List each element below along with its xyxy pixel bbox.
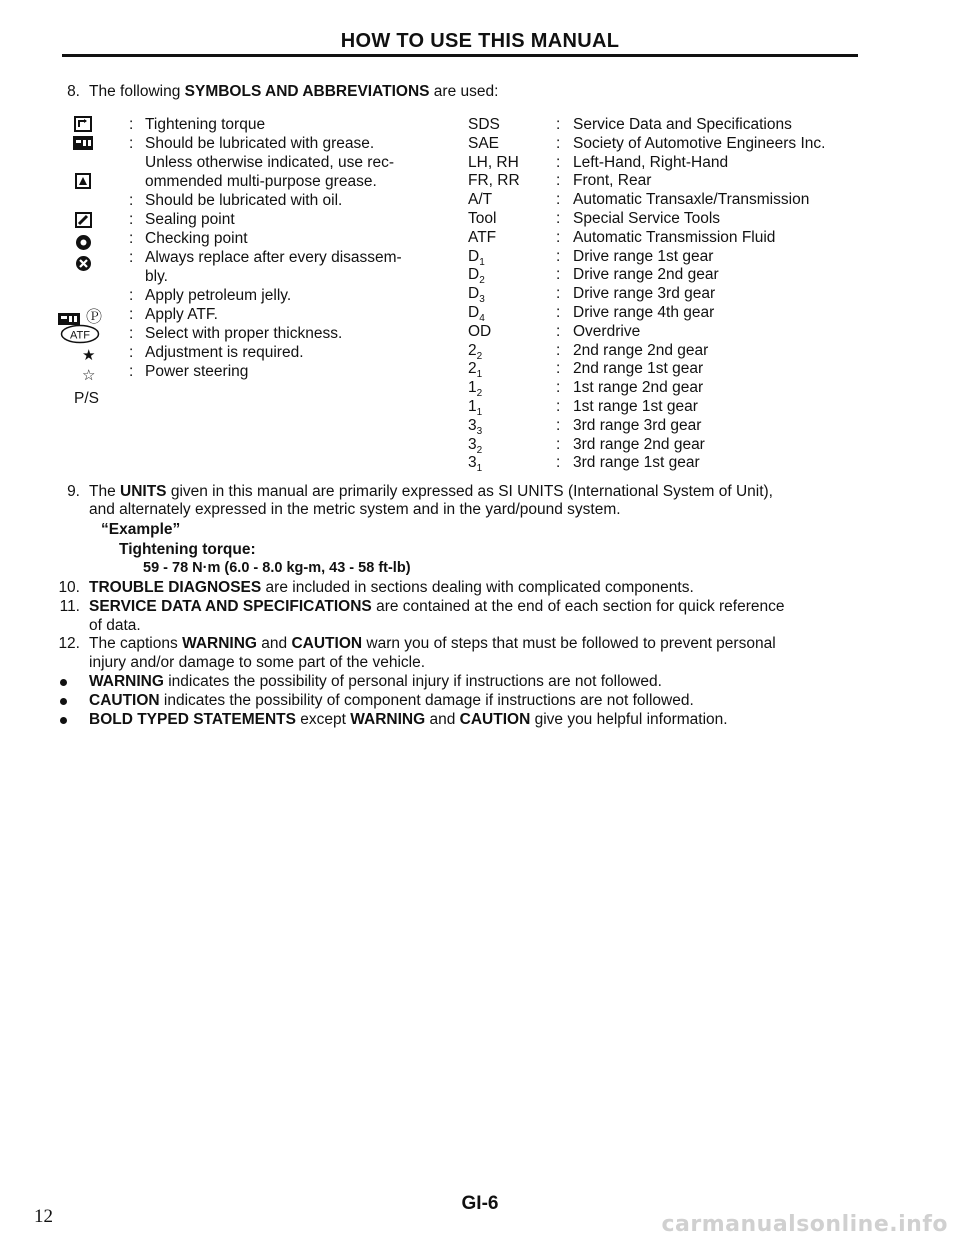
abbreviation-separator: : — [556, 116, 561, 133]
abbreviation-separator: : — [556, 191, 561, 209]
abbreviation-term — [468, 153, 519, 172]
abbreviation-separator: : — [556, 247, 561, 265]
abbreviation-term-main: 3 — [468, 454, 477, 472]
symbol-separator: : — [129, 363, 134, 380]
abbreviation-separator: : — [556, 341, 561, 359]
symbol-separator: : — [129, 192, 134, 209]
abbreviation-term — [468, 228, 496, 247]
abbreviation-term — [468, 134, 499, 153]
symbol-description: Sealing point — [145, 211, 235, 228]
item-9-text: The UNITS given in this manual are primarily expressed as SI UNITS (International System of Unit), — [89, 483, 773, 500]
abbreviation-term — [468, 397, 482, 416]
symbol-separator: : — [129, 325, 134, 342]
abbreviation-definition: 3rd range 1st gear — [573, 454, 700, 472]
symbol-description: Always replace after every disassem- — [145, 249, 402, 266]
abbreviation-term-main: FR, RR — [468, 172, 520, 190]
abbreviation-term — [468, 190, 492, 209]
symbol-description: Checking point — [145, 230, 248, 247]
abbreviation-definition: Left-Hand, Right-Hand — [573, 153, 729, 171]
bullet-bold-statements — [60, 717, 67, 724]
petroleum-jelly-p-icon: Ⓟ — [86, 309, 103, 326]
item-12-number: 12. — [58, 635, 80, 652]
item-11-text-line2: of data. — [89, 617, 141, 634]
example-label: “Example” — [101, 521, 181, 538]
abbreviation-term-main: 1 — [468, 379, 477, 397]
abbreviation-term-main: LH, RH — [468, 153, 519, 171]
abbreviation-definition: 1st range 1st gear — [573, 398, 698, 415]
torque-value: 59 - 78 N·m (6.0 - 8.0 kg-m, 43 - 58 ft-lb) — [143, 560, 411, 576]
abbreviation-term-main: D — [468, 247, 480, 265]
abbreviation-separator: : — [556, 322, 561, 340]
symbol-description: Should be lubricated with grease. — [145, 135, 375, 152]
checking-point-icon — [75, 234, 92, 251]
tightening-torque-icon — [74, 116, 92, 132]
abbreviation-definition: Drive range 3rd gear — [573, 285, 716, 303]
item-8-text: The following SYMBOLS AND ABBREVIATIONS are used: — [89, 83, 499, 100]
abbreviation-separator: : — [556, 398, 561, 415]
abbreviation-term-subscript: 1 — [476, 407, 483, 418]
abbreviation-term — [468, 115, 500, 134]
abbreviation-definition: Drive range 1st gear — [573, 247, 714, 265]
page-code: GI-6 — [461, 1193, 499, 1214]
oil-icon — [75, 173, 91, 189]
abbreviation-term-main: 3 — [468, 416, 477, 434]
watermark: carmanualsonline.info — [661, 1212, 948, 1237]
grease-icon — [73, 136, 93, 150]
select-thickness-icon: ★ — [82, 347, 96, 364]
abbreviation-term-subscript: 2 — [476, 350, 483, 362]
symbol-description: Adjustment is required. — [145, 344, 304, 361]
abbreviation-definition: 3rd range 3rd gear — [573, 416, 702, 434]
abbreviation-separator: : — [556, 379, 561, 397]
abbreviation-term-subscript: 3 — [476, 425, 483, 437]
abbreviation-definition: Drive range 2nd gear — [573, 266, 719, 284]
item-11-text: SERVICE DATA AND SPECIFICATIONS are contained at the end of each section for quick reference — [89, 598, 785, 615]
abbreviation-definition: Society of Automotive Engineers Inc. — [573, 134, 826, 152]
bullet-caution-text: CAUTION indicates the possibility of component damage if instructions are not followed. — [89, 692, 694, 709]
sealing-point-icon — [75, 212, 92, 228]
abbreviation-separator: : — [556, 285, 561, 303]
item-11-number: 11. — [59, 598, 80, 615]
abbreviation-definition: Service Data and Specifications — [573, 116, 792, 133]
abbreviation-term-subscript: 4 — [479, 313, 485, 324]
symbol-description: Select with proper thickness. — [145, 325, 343, 342]
apply-atf-icon — [60, 324, 100, 344]
item-12-text-line2: injury and/or damage to some part of the vehicle. — [89, 654, 426, 671]
page-title: HOW TO USE THIS MANUAL — [340, 30, 620, 52]
item-10-number: 10. — [58, 579, 80, 596]
item-12-text: The captions WARNING and CAUTION warn you of steps that must be followed to prevent personal — [89, 635, 776, 652]
symbol-description: Apply ATF. — [145, 306, 218, 323]
symbol-description: Tightening torque — [145, 116, 266, 133]
abbreviation-term — [468, 435, 482, 454]
abbreviation-term-main: SAE — [468, 134, 500, 152]
abbreviation-separator: : — [556, 266, 561, 284]
abbreviation-term-main: 1 — [468, 398, 477, 415]
abbreviation-separator: : — [556, 172, 561, 190]
abbreviation-term — [468, 416, 482, 435]
abbreviation-term — [468, 209, 496, 228]
abbreviation-definition: Special Service Tools — [573, 210, 721, 227]
abbreviation-definition: Automatic Transaxle/Transmission — [573, 191, 810, 209]
abbreviation-separator: : — [556, 153, 561, 171]
abbreviation-term-main: 2 — [468, 341, 477, 359]
abbreviation-term-main: 2 — [468, 360, 477, 378]
abbreviation-separator: : — [556, 304, 561, 321]
symbol-separator: : — [129, 344, 134, 361]
abbreviation-term-subscript: 2 — [476, 388, 483, 400]
abbreviation-term — [468, 171, 520, 190]
symbol-separator: : — [129, 116, 134, 133]
symbol-description: Power steering — [145, 363, 249, 380]
symbol-separator: : — [129, 135, 134, 152]
abbreviation-term-main: OD — [468, 322, 492, 340]
abbreviation-separator: : — [556, 435, 561, 453]
abbreviation-definition: Drive range 4th gear — [573, 304, 715, 321]
abbreviation-term-main: D — [468, 304, 480, 321]
adjustment-required-icon: ☆ — [82, 367, 96, 384]
item-10-text: TROUBLE DIAGNOSES are included in sections dealing with complicated components. — [89, 579, 694, 596]
abbreviation-term — [468, 341, 482, 360]
abbreviation-separator: : — [556, 134, 561, 152]
abbreviation-term — [468, 247, 485, 266]
abbreviation-term — [468, 453, 483, 475]
abbreviation-separator: : — [556, 210, 561, 227]
title-rule — [62, 54, 858, 57]
abbreviation-term-main: ATF — [468, 228, 497, 246]
item-9-number: 9. — [67, 483, 80, 500]
torque-label: Tightening torque: — [119, 541, 256, 558]
symbol-description: ommended multi-purpose grease. — [145, 173, 377, 190]
symbol-description: bly. — [145, 268, 168, 285]
symbol-separator: : — [129, 306, 134, 323]
abbreviation-definition: Front, Rear — [573, 172, 652, 190]
abbreviation-separator: : — [556, 416, 561, 434]
abbreviation-term-subscript: 3 — [479, 294, 485, 306]
abbreviation-term-subscript: 2 — [476, 444, 483, 456]
abbreviation-term-main: D — [468, 285, 480, 303]
item-9-text-line2: and alternately expressed in the metric system and in the yard/pound system. — [89, 501, 621, 518]
symbol-separator: : — [129, 230, 134, 247]
abbreviation-definition: 2nd range 2nd gear — [573, 341, 709, 359]
abbreviation-separator: : — [556, 360, 561, 378]
symbol-separator: : — [129, 211, 134, 228]
symbol-description: Unless otherwise indicated, use rec- — [145, 154, 394, 171]
abbreviation-term-subscript: 1 — [476, 369, 483, 381]
symbol-separator: : — [129, 287, 134, 304]
power-steering-label: P/S — [74, 390, 99, 407]
abbreviation-term-subscript: 2 — [479, 275, 485, 287]
replace-part-icon — [75, 255, 92, 272]
bullet-caution — [60, 698, 67, 705]
bullet-warning — [60, 679, 67, 686]
abbreviation-definition: 2nd range 1st gear — [573, 360, 704, 378]
abbreviation-separator: : — [556, 454, 561, 472]
symbol-description: Apply petroleum jelly. — [145, 287, 292, 304]
abbreviation-term-subscript: 1 — [479, 256, 485, 268]
abbreviation-term-main: 3 — [468, 435, 477, 453]
abbreviation-definition: Overdrive — [573, 322, 641, 340]
page-number: 12 — [34, 1206, 53, 1227]
abbreviation-term — [468, 303, 485, 322]
symbol-separator: : — [129, 249, 134, 266]
abbreviation-term — [468, 265, 485, 287]
abbreviation-separator: : — [556, 228, 561, 246]
abbreviation-definition: 3rd range 2nd gear — [573, 435, 705, 453]
item-8-number: 8. — [67, 83, 80, 100]
abbreviation-term-main: D — [468, 266, 480, 284]
abbreviation-term-main: SDS — [468, 116, 500, 133]
abbreviation-term-subscript: 1 — [476, 463, 483, 475]
abbreviation-term — [468, 359, 483, 381]
abbreviation-term-main: Tool — [468, 210, 497, 227]
abbreviation-term-main: A/T — [468, 191, 493, 209]
symbol-description: Should be lubricated with oil. — [145, 192, 343, 209]
bullet-warning-text: WARNING indicates the possibility of personal injury if instructions are not followed. — [89, 673, 662, 690]
bullet-bold-statements-text: BOLD TYPED STATEMENTS except WARNING and CAUTION give you helpful information. — [89, 711, 728, 728]
svg-text:ATF: ATF — [70, 329, 90, 342]
abbreviation-term — [468, 322, 491, 341]
abbreviation-definition: Automatic Transmission Fluid — [573, 228, 776, 246]
abbreviation-definition: 1st range 2nd gear — [573, 379, 704, 397]
abbreviation-term — [468, 378, 483, 400]
abbreviation-term — [468, 284, 485, 306]
